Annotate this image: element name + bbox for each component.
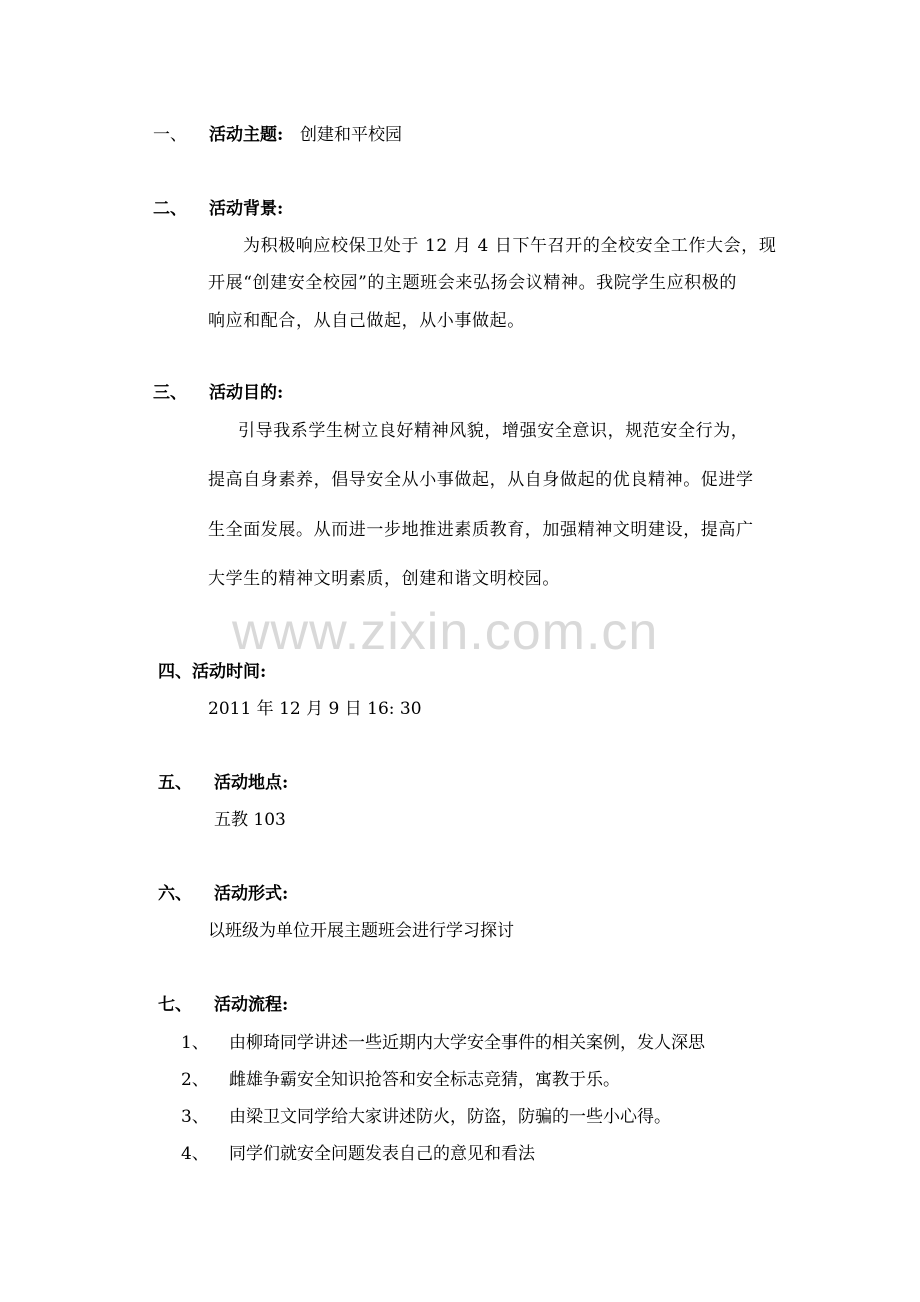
section-heading: 活动背景:	[209, 199, 284, 219]
section-heading: 活动形式:	[214, 884, 289, 904]
theme-text: 创建和平校园	[300, 125, 402, 145]
paragraph-line: 提高自身素养，倡导安全从小事做起，从自身做起的优良精神。促进学	[208, 470, 754, 490]
section-number: 一、	[153, 125, 187, 145]
paragraph-line: 大学生的精神文明素质，创建和谐文明校园。	[208, 569, 560, 589]
section-heading: 活动地点:	[214, 773, 289, 793]
section-heading: 活动目的:	[209, 383, 284, 403]
time-value: 2011 年 12 月 9 日 16: 30	[208, 699, 422, 719]
section-number: 三、	[153, 383, 187, 403]
list-item-text: 雌雄争霸安全知识抢答和安全标志竞猜，寓教于乐。	[229, 1070, 620, 1090]
list-item-text: 由梁卫文同学给大家讲述防火，防盗，防骗的一些小心得。	[229, 1107, 671, 1127]
section-number: 五、	[158, 773, 192, 793]
paragraph-line: 响应和配合，从自己做起，从小事做起。	[208, 311, 525, 331]
paragraph-line: 为积极响应校保卫处于 12 月 4 日下午召开的全校安全工作大会，现	[243, 236, 777, 256]
paragraph-line: 生全面发展。从而进一步地推进素质教育，加强精神文明建设，提高广	[208, 520, 754, 540]
format-value: 以班级为单位开展主题班会进行学习探讨	[208, 921, 514, 941]
list-item-number: 1、	[181, 1033, 209, 1053]
paragraph-line: 开展“创建安全校园”的主题班会来弘扬会议精神。我院学生应积极的	[208, 273, 737, 293]
section-heading: 四、活动时间:	[158, 662, 267, 682]
paragraph-line: 引导我系学生树立良好精神风貌，增强安全意识，规范安全行为，	[238, 421, 749, 441]
list-item-number: 2、	[181, 1070, 209, 1090]
watermark: www.zixin.com.cn	[232, 603, 659, 661]
section-number: 六、	[158, 884, 192, 904]
section-heading: 活动流程:	[214, 995, 289, 1015]
list-item-number: 3、	[181, 1107, 209, 1127]
section-number: 二、	[153, 199, 187, 219]
list-item-text: 由柳琦同学讲述一些近期内大学安全事件的相关案例，发人深思	[229, 1033, 705, 1053]
section-heading: 活动主题:	[209, 125, 284, 145]
list-item-number: 4、	[181, 1144, 209, 1164]
list-item-text: 同学们就安全问题发表自己的意见和看法	[229, 1144, 535, 1164]
section-number: 七、	[158, 995, 192, 1015]
location-value: 五教 103	[214, 810, 286, 830]
